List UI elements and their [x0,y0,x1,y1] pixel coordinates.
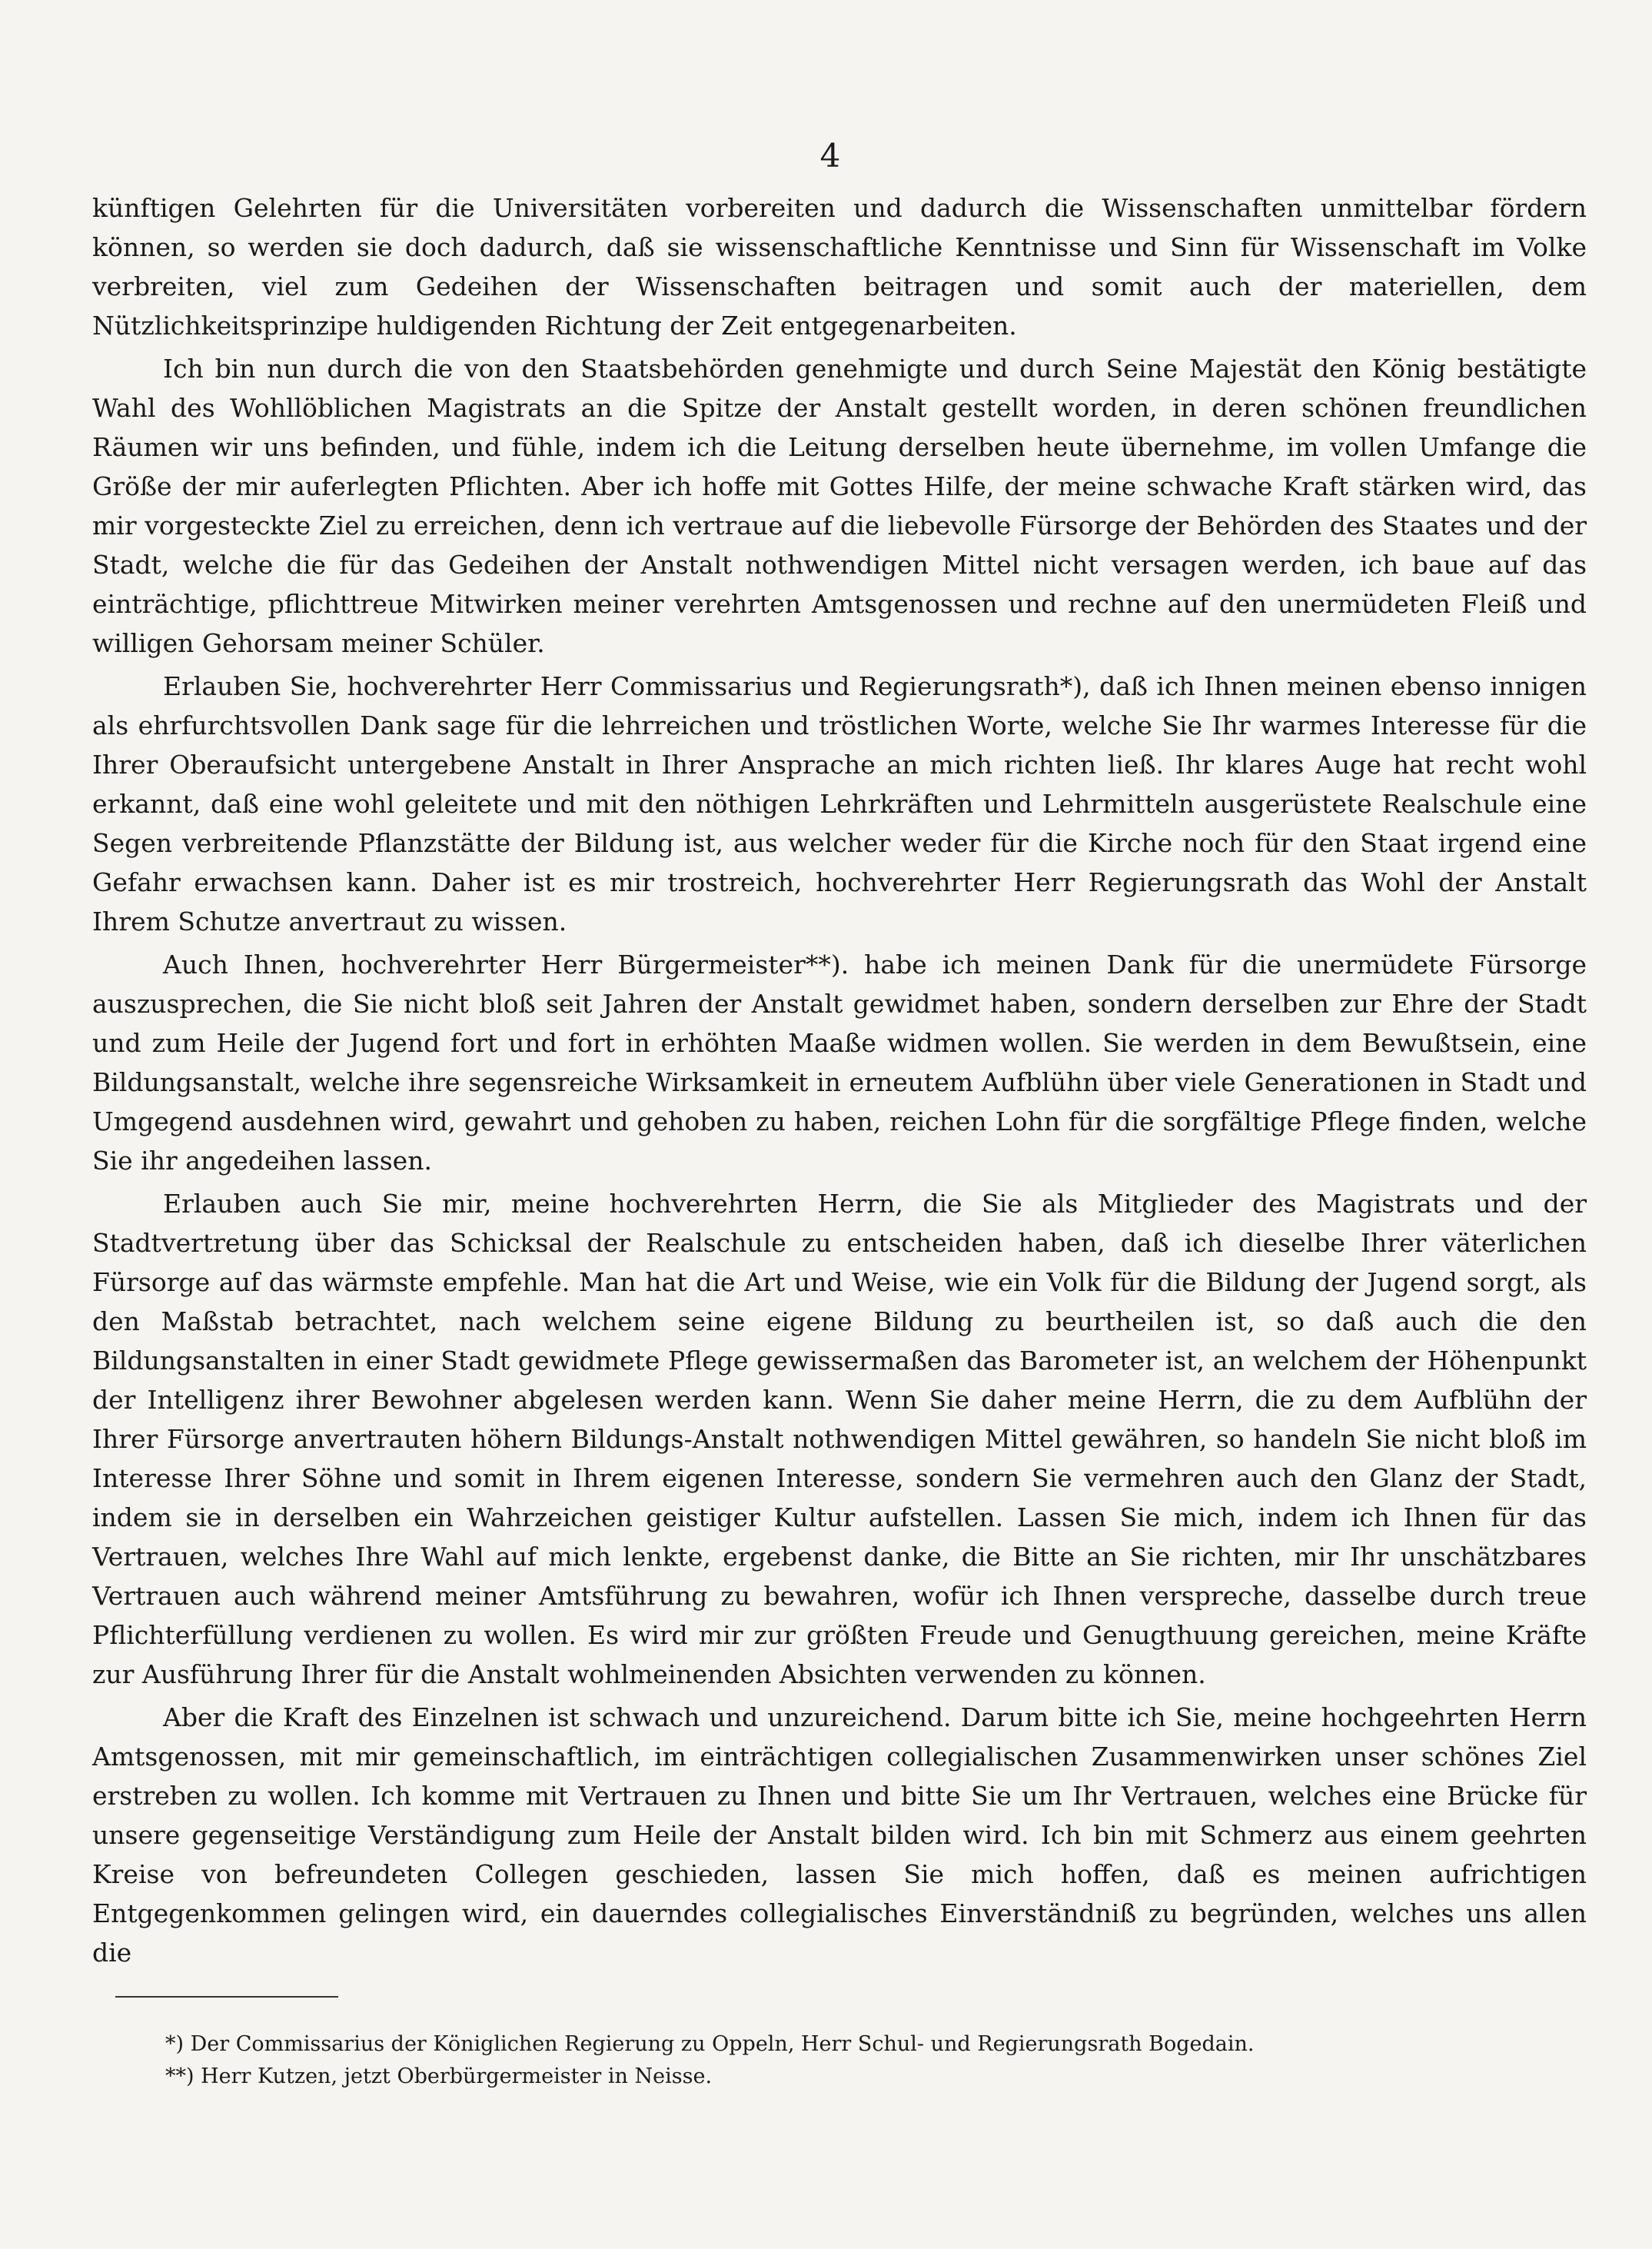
footnote-mayor: **) Herr Kutzen, jetzt Oberbürgermeister in Neisse. [165,2064,713,2088]
paragraph-continuation: künftigen Gelehrten für die Universitäten vorbereiten und dadurch die Wissenschaften unmittelbar fördern können, so werden sie doch dadurch, daß sie wissenschaftliche Kenntnisse und Sinn für Wissenschaft im Volke verbreiten, viel zum Gedeihen der Wissenschaften beitragen und somit auch der materiellen, dem Nützlichkeitsprinzipe huldigenden Richtung der Zeit entgegenarbeiten. [92,193,1587,341]
paragraph-appointment: Ich bin nun durch die von den Staatsbehörden genehmigte und durch Seine Majestät den König bestätigte Wahl des Wohllöblichen Magistrats an die Spitze der Anstalt gestellt worden, in deren schönen freundlichen Räumen wir uns befinden, und fühle, indem ich die Leitung derselben heute übernehme, im vollen Umfange die Größe der mir auferlegten Pflichten. Aber ich hoffe mit Gottes Hilfe, der meine schwache Kraft stärken wird, das mir vorgesteckte Ziel zu erreichen, denn ich vertraue auf die liebevolle Fürsorge der Behörden des Staates und der Stadt, welche die für das Gedeihen der Anstalt nothwendigen Mittel nicht versagen werden, ich baue auf das einträchtige, pflichttreue Mitwirken meiner verehrten Amtsgenossen und rechne auf den unermüdeten Fleiß und willigen Gehorsam meiner Schüler. [92,354,1587,658]
paragraph-magistrate: Erlauben auch Sie mir, meine hochverehrten Herrn, die Sie als Mitglieder des Magistrats und der Stadtvertretung über das Schicksal der Realschule zu entscheiden haben, daß ich dieselbe Ihrer väterlichen Fürsorge auf das wärmste empfehle. Man hat die Art und Weise, wie ein Volk für die Bildung der Jugend sorgt, als den Maßstab betrachtet, nach welchem seine eigene Bildung zu beurtheilen ist, so daß auch die den Bildungsanstalten in einer Stadt gewidmete Pflege gewissermaßen das Barometer ist, an welchem der Höhenpunkt der Intelligenz ihrer Bewohner abgelesen werden kann. Wenn Sie daher meine Herrn, die zu dem Aufblühn der Ihrer Fürsorge anvertrauten höhern Bildungs-Anstalt nothwendigen Mittel gewähren, so handeln Sie nicht bloß im Interesse Ihrer Söhne und somit in Ihrem eigenen Interesse, sondern Sie vermehren auch den Glanz der Stadt, indem sie in derselben ein Wahrzeichen geistiger Kultur aufstellen. Lassen Sie mich, indem ich Ihnen für das Vertrauen, welches Ihre Wahl auf mich lenkte, ergebenst danke, die Bitte an Sie richten, mir Ihr unschätzbares Vertrauen auch während meiner Amtsführung zu bewahren, wofür ich Ihnen verspreche, dasselbe durch treue Pflichterfüllung verdienen zu wollen. Es wird mir zur größten Freude und Genugthuung gereichen, meine Kräfte zur Ausführung Ihrer für die Anstalt wohlmeinenden Absichten verwenden zu können. [92,1189,1587,1689]
body-text [92,188,1587,1972]
paragraph-colleagues: Aber die Kraft des Einzelnen ist schwach und unzureichend. Darum bitte ich Sie, meine hochgeehrten Herrn Amtsgenossen, mit mir gemeinschaftlich, im einträchtigen collegialischen Zusammenwirken unser schönes Ziel erstreben zu wollen. Ich komme mit Vertrauen zu Ihnen und bitte Sie um Ihr Vertrauen, welches eine Brücke für unsere gegenseitige Verständigung zum Heile der Anstalt bilden wird. Ich bin mit Schmerz aus einem geehrten Kreise von befreundeten Collegen geschieden, lassen Sie mich hoffen, daß es meinen aufrichtigen Entgegenkommen gelingen wird, ein dauerndes collegialisches Einverständniß zu begründen, welches uns allen die [92,1702,1587,1968]
paragraph-mayor: Auch Ihnen, hochverehrter Herr Bürgermeister**). habe ich meinen Dank für die unermüdete Fürsorge auszusprechen, die Sie nicht bloß seit Jahren der Anstalt gewidmet haben, sondern derselben zur Ehre der Stadt und zum Heile der Jugend fort und fort in erhöhten Maaße widmen wollen. Sie werden in dem Bewußtsein, eine Bildungsanstalt, welche ihre segensreiche Wirksamkeit in erneutem Aufblühn über viele Generationen in Stadt und Umgegend ausdehnen wird, gewahrt und gehoben zu haben, reichen Lohn für die sorgfältige Pflege finden, welche Sie ihr angedeihen lassen. [92,950,1587,1176]
footnote-commissioner: *) Der Commissarius der Königlichen Regierung zu Oppeln, Herr Schul- und Regierungsrath Bogedain. [165,2032,1255,2056]
footnote-divider [115,1996,338,1998]
page-number: 4 [819,137,841,175]
paragraph-commissioner: Erlauben Sie, hochverehrter Herr Commissarius und Regierungsrath*), daß ich Ihnen meinen ebenso innigen als ehrfurchtsvollen Dank sage für die lehrreichen und tröstlichen Worte, welche Sie Ihr warmes Interesse für die Ihrer Oberaufsicht untergebene Anstalt in Ihrer Ansprache an mich richten ließ. Ihr klares Auge hat recht wohl erkannt, daß eine wohl geleitete und mit den nöthigen Lehrkräften und Lehrmitteln ausgerüstete Realschule eine Segen verbreitende Pflanzstätte der Bildung ist, aus welcher weder für die Kirche noch für den Staat irgend eine Gefahr erwachsen kann. Daher ist es mir trostreich, hochverehrter Herr Regierungsrath das Wohl der Anstalt Ihrem Schutze anvertraut zu wissen. [92,671,1587,937]
footnotes [165,2028,1580,2093]
